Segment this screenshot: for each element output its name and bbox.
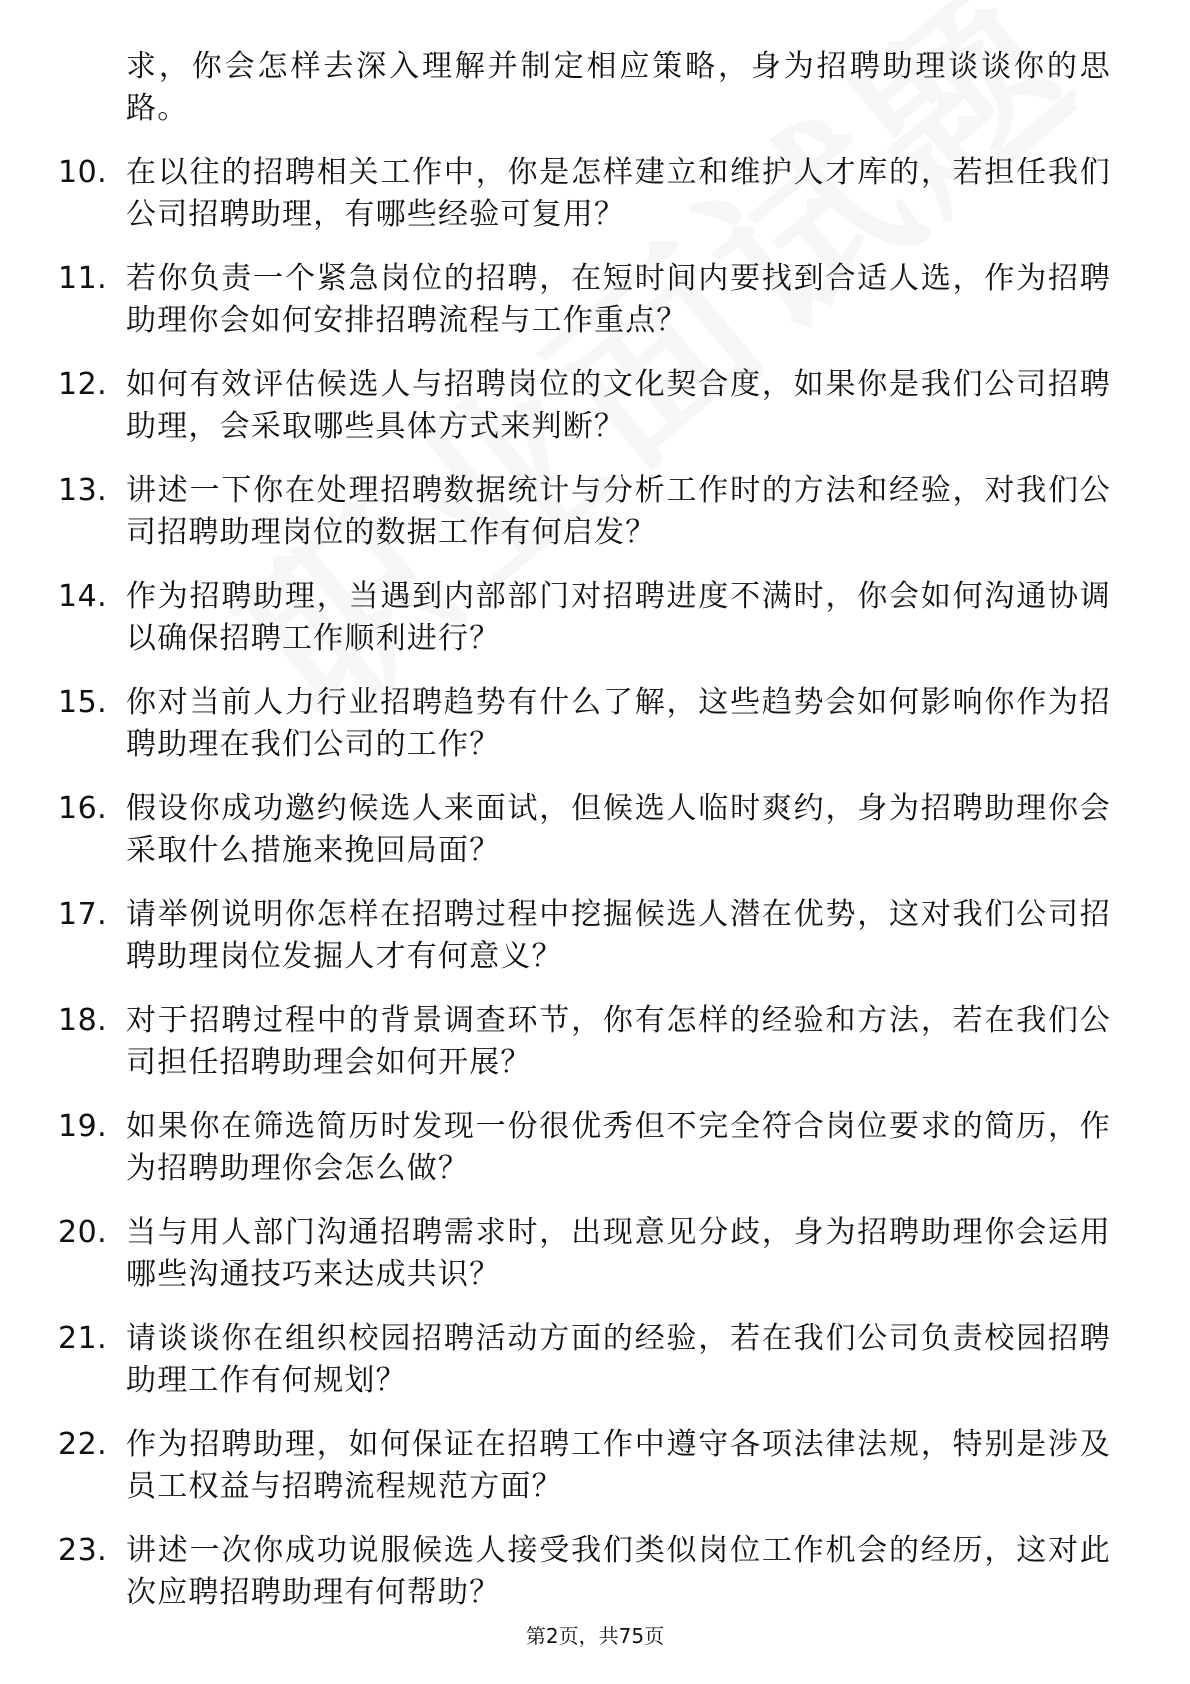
list-item	[0, 1318, 1190, 1402]
question-number: 14.	[58, 579, 108, 614]
list-item	[0, 1212, 1190, 1296]
question-number: 20.	[58, 1215, 108, 1250]
question-text: 讲述一次你成功说服候选人接受我们类似岗位工作机会的经历，这对此次应聘招聘助理有何帮助？	[126, 1533, 1111, 1610]
question-text: 你对当前人力行业招聘趋势有什么了解，这些趋势会如何影响你作为招聘助理在我们公司的工作？	[126, 685, 1111, 762]
question-text: 作为招聘助理，当遇到内部部门对招聘进度不满时，你会如何沟通协调以确保招聘工作顺利进行？	[126, 579, 1111, 656]
question-number: 16.	[58, 791, 108, 826]
question-text: 请谈谈你在组织校园招聘活动方面的经验，若在我们公司负责校园招聘助理工作有何规划？	[126, 1321, 1111, 1398]
list-item	[0, 788, 1190, 872]
question-number: 19.	[58, 1109, 108, 1144]
question-text: 求，你会怎样去深入理解并制定相应策略，身为招聘助理谈谈你的思路。	[126, 49, 1111, 126]
question-number: 22.	[58, 1427, 108, 1462]
list-item	[0, 258, 1190, 342]
list-item	[0, 1106, 1190, 1190]
question-text: 如何有效评估候选人与招聘岗位的文化契合度，如果你是我们公司招聘助理，会采取哪些具体方式来判断？	[126, 367, 1111, 444]
list-item	[0, 1000, 1190, 1084]
question-text: 对于招聘过程中的背景调查环节，你有怎样的经验和方法，若在我们公司担任招聘助理会如何开展？	[126, 1003, 1111, 1080]
question-number: 12.	[58, 367, 108, 402]
question-text: 假设你成功邀约候选人来面试，但候选人临时爽约，身为招聘助理你会采取什么措施来挽回局面？	[126, 791, 1111, 868]
question-number: 10.	[58, 155, 108, 190]
question-number: 15.	[58, 685, 108, 720]
question-text: 如果你在筛选简历时发现一份很优秀但不完全符合岗位要求的简历，作为招聘助理你会怎么做？	[126, 1109, 1111, 1186]
list-item	[0, 894, 1190, 978]
list-item	[0, 152, 1190, 236]
list-item	[0, 682, 1190, 766]
question-number: 21.	[58, 1321, 108, 1356]
list-item-continuation	[0, 46, 1190, 130]
question-number: 18.	[58, 1003, 108, 1038]
question-list	[0, 46, 1190, 1636]
question-number: 13.	[58, 473, 108, 508]
list-item	[0, 1424, 1190, 1508]
question-text: 请举例说明你怎样在招聘过程中挖掘候选人潜在优势，这对我们公司招聘助理岗位发掘人才有何意义？	[126, 897, 1111, 974]
question-text: 作为招聘助理，如何保证在招聘工作中遵守各项法律法规，特别是涉及员工权益与招聘流程规范方面？	[126, 1427, 1111, 1504]
list-item	[0, 364, 1190, 448]
question-number: 23.	[58, 1533, 108, 1568]
list-item	[0, 1530, 1190, 1614]
question-text: 若你负责一个紧急岗位的招聘，在短时间内要找到合适人选，作为招聘助理你会如何安排招聘流程与工作重点？	[126, 261, 1111, 338]
question-number: 11.	[58, 261, 108, 296]
question-text: 当与用人部门沟通招聘需求时，出现意见分歧，身为招聘助理你会运用哪些沟通技巧来达成共识？	[126, 1215, 1111, 1292]
list-item	[0, 470, 1190, 554]
page-footer: 第2页，共75页	[525, 1624, 665, 1648]
question-text: 在以往的招聘相关工作中，你是怎样建立和维护人才库的，若担任我们公司招聘助理，有哪些经验可复用？	[126, 155, 1111, 232]
question-text: 讲述一下你在处理招聘数据统计与分析工作时的方法和经验，对我们公司招聘助理岗位的数据工作有何启发？	[126, 473, 1111, 550]
list-item	[0, 576, 1190, 660]
question-number: 17.	[58, 897, 108, 932]
